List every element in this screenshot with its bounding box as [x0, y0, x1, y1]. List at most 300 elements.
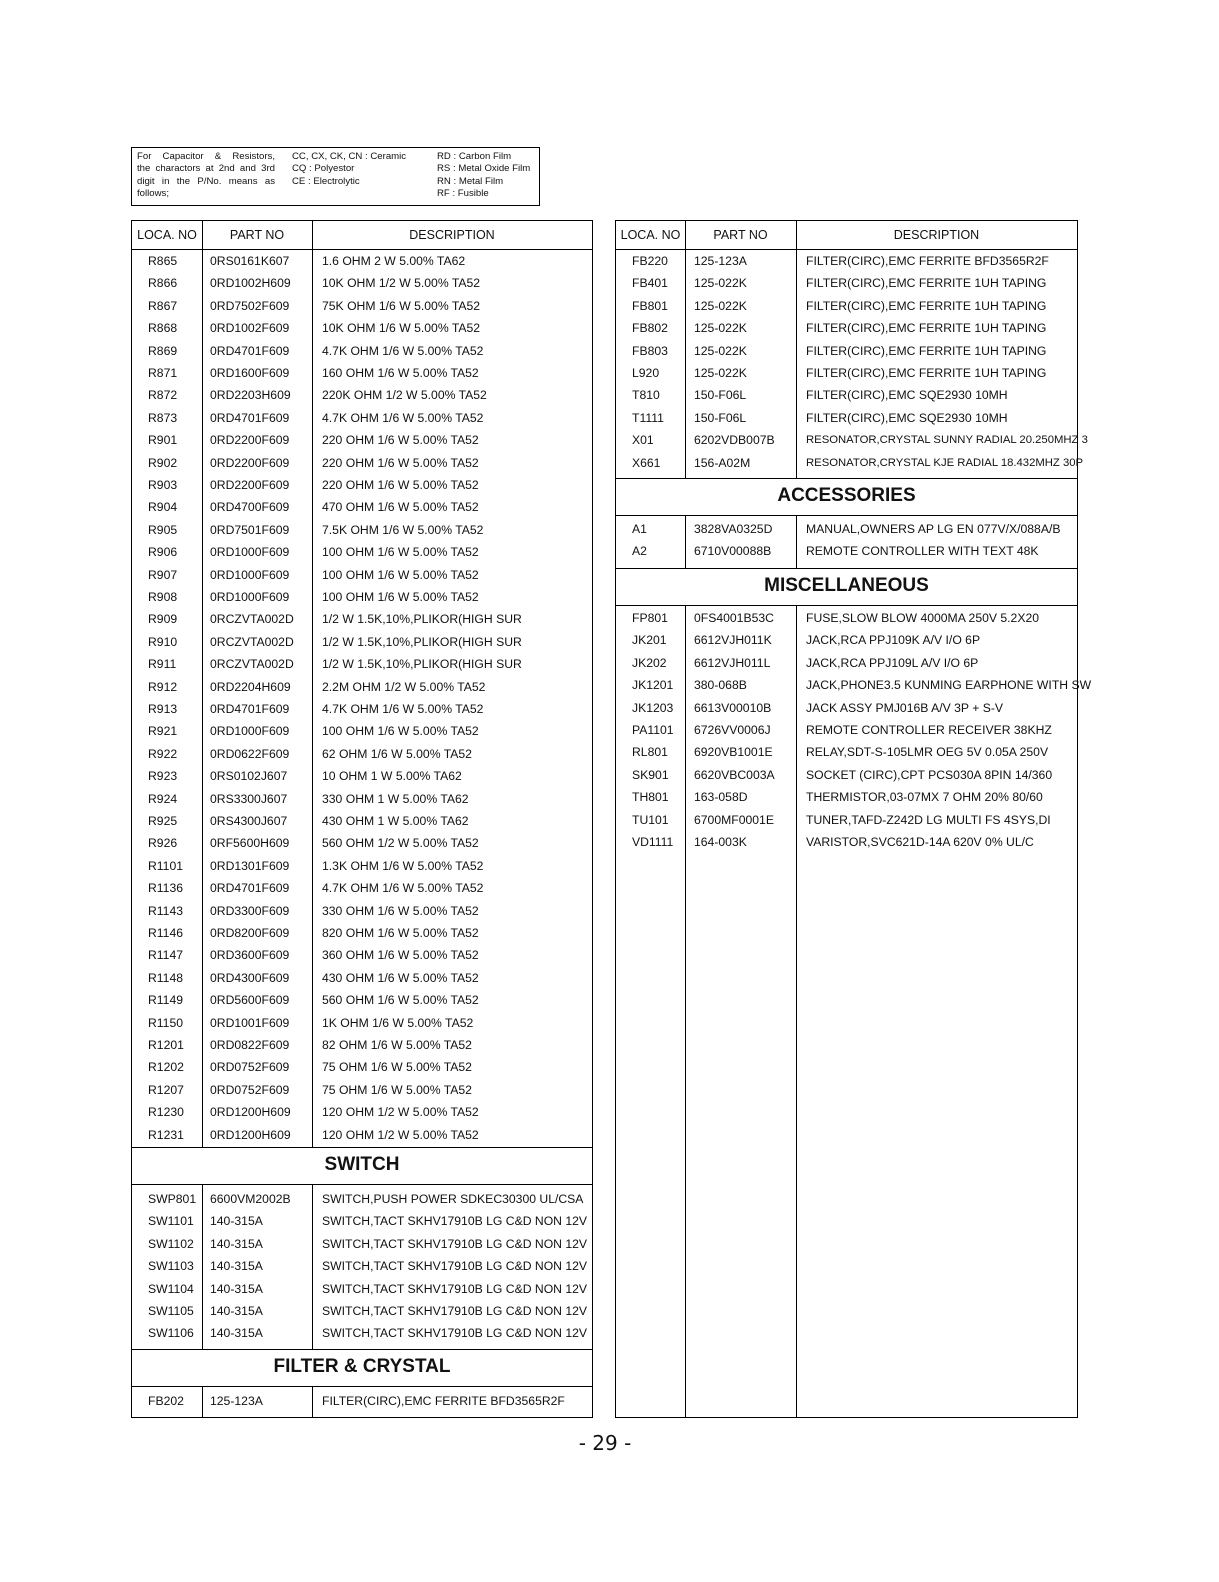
legend-line: CQ : Polyestor [292, 163, 355, 175]
part-no-cell: 150-F06L [694, 388, 747, 403]
header-part-no: PART NO [229, 228, 285, 242]
description-cell: 4.7K OHM 1/6 W 5.00% TA52 [322, 343, 484, 358]
table-row [132, 877, 592, 899]
part-no-cell: 0RD5600F609 [210, 993, 290, 1008]
description-cell: RELAY,SDT-S-105LMR OEG 5V 0.05A 250V [806, 745, 1049, 760]
table-row [132, 1210, 592, 1232]
description-cell: REMOTE CONTROLLER RECEIVER 38KHZ [806, 723, 1052, 737]
description-cell: 100 OHM 1/6 W 5.00% TA52 [322, 590, 479, 604]
loca-no-cell: VD1111 [632, 835, 674, 849]
part-no-cell: 6613V00010B [694, 700, 772, 715]
loca-no-cell: R866 [148, 276, 178, 291]
description-cell: 220K OHM 1/2 W 5.00% TA52 [322, 388, 487, 403]
legend-line: follows; [137, 188, 169, 200]
part-no-cell: 140-315A [210, 1326, 263, 1341]
section-switch: SWITCH [132, 1147, 592, 1185]
description-cell: RESONATOR,CRYSTAL KJE RADIAL 18.432MHZ 30P [806, 456, 1084, 469]
part-no-cell: 0RD2200F609 [210, 478, 290, 492]
part-no-cell: 125-022K [694, 366, 747, 380]
description-cell: 560 OHM 1/6 W 5.00% TA52 [322, 993, 479, 1008]
part-no-cell: 0RS0102J607 [210, 769, 288, 784]
loca-no-cell: R1136 [148, 881, 184, 896]
part-no-cell: 0RD3300F609 [210, 903, 290, 918]
description-cell: FILTER(CIRC),EMC FERRITE 1UH TAPING [806, 366, 1047, 380]
loca-no-cell: PA1101 [632, 723, 674, 737]
table-row [132, 452, 592, 474]
table-row [132, 944, 592, 966]
legend-resistor-codes [437, 151, 530, 201]
loca-no-cell: X661 [632, 455, 661, 470]
legend-line: CC, CX, CK, CN : Ceramic [292, 151, 407, 162]
loca-no-cell: A1 [632, 522, 647, 536]
description-cell: SWITCH,PUSH POWER SDKEC30300 UL/CSA [322, 1192, 584, 1206]
part-no-cell: 0RD2200F609 [210, 455, 290, 470]
table-row [132, 788, 592, 810]
part-no-cell: 0RS0161K607 [210, 254, 290, 268]
loca-no-cell: SWP801 [148, 1192, 197, 1206]
page-number: - 29 - [578, 1431, 632, 1455]
part-no-cell: 6620VBC003A [694, 767, 775, 782]
table-row [616, 540, 1077, 562]
part-no-cell: 0RD4701F609 [210, 343, 290, 358]
description-cell: FILTER(CIRC),EMC FERRITE 1UH TAPING [806, 276, 1047, 291]
description-cell: FILTER(CIRC),EMC FERRITE BFD3565R2F [322, 1394, 565, 1408]
legend-capacitor-codes [292, 151, 406, 188]
part-no-cell: 6726VV0006J [694, 723, 771, 737]
loca-no-cell: R923 [148, 769, 178, 784]
table-row [616, 384, 1077, 406]
part-no-cell: 0RD0752F609 [210, 1082, 290, 1097]
table-row [616, 629, 1077, 651]
description-cell: REMOTE CONTROLLER WITH TEXT 48K [806, 544, 1039, 559]
part-no-cell: 0RS4300J607 [210, 814, 288, 828]
description-cell: 430 OHM 1 W 5.00% TA62 [322, 814, 469, 828]
part-no-cell: 6920VB1001E [694, 745, 773, 760]
description-cell: 4.7K OHM 1/6 W 5.00% TA52 [322, 410, 484, 425]
part-no-cell: 164-003K [694, 835, 747, 849]
loca-no-cell: R924 [148, 791, 178, 806]
legend-intro [137, 151, 275, 201]
table-row [132, 720, 592, 742]
header-loca-no: LOCA. NO [137, 228, 197, 242]
parts-table-right [615, 220, 1092, 1418]
table-row [616, 674, 1092, 696]
table-row [616, 764, 1077, 786]
table-row [132, 922, 592, 944]
description-cell: JACK,RCA PPJ109K A/V I/O 6P [806, 633, 981, 648]
table-row [616, 295, 1077, 317]
legend-box [131, 147, 540, 206]
loca-no-cell: JK1201 [632, 678, 674, 693]
description-cell: 10K OHM 1/2 W 5.00% TA52 [322, 276, 481, 291]
table-row [132, 340, 592, 362]
loca-no-cell: R926 [148, 836, 178, 851]
part-no-cell: 0RD1200H609 [210, 1127, 291, 1142]
description-cell: FILTER(CIRC),EMC FERRITE 1UH TAPING [806, 298, 1047, 313]
loca-no-cell: JK201 [632, 633, 667, 648]
table-row [132, 272, 592, 294]
loca-no-cell: R869 [148, 343, 178, 358]
loca-no-cell: X01 [632, 433, 654, 448]
loca-no-cell: JK1203 [632, 700, 674, 715]
description-cell: 360 OHM 1/6 W 5.00% TA52 [322, 948, 479, 963]
loca-no-cell: FB401 [632, 276, 668, 291]
description-cell: SWITCH,TACT SKHV17910B LG C&D NON 12V [322, 1236, 588, 1251]
part-no-cell: 150-F06L [694, 410, 747, 425]
part-no-cell: 156-A02M [694, 455, 751, 470]
description-cell: 75K OHM 1/6 W 5.00% TA52 [322, 298, 481, 313]
part-no-cell: 0RD1301F609 [210, 858, 290, 873]
table-row [132, 1188, 592, 1210]
loca-no-cell: TH801 [632, 790, 669, 805]
header-loca-no: LOCA. NO [620, 228, 681, 242]
loca-no-cell: R910 [148, 634, 178, 649]
table-header [132, 221, 592, 250]
part-no-cell: 125-022K [694, 343, 747, 358]
part-no-cell: 0RCZVTA002D [210, 634, 294, 649]
table-row [616, 831, 1077, 853]
part-no-cell: 0RD4701F609 [210, 702, 290, 716]
loca-no-cell: FB202 [148, 1394, 184, 1408]
table-row [132, 743, 592, 765]
loca-no-cell: R908 [148, 590, 178, 604]
table-row [132, 608, 592, 630]
part-no-cell: 125-123A [694, 254, 747, 268]
table-row [132, 541, 592, 563]
loca-no-cell: R909 [148, 612, 178, 627]
description-cell: SWITCH,TACT SKHV17910B LG C&D NON 12V [322, 1214, 588, 1229]
description-cell: FILTER(CIRC),EMC FERRITE 1UH TAPING [806, 343, 1047, 358]
loca-no-cell: R1143 [148, 903, 184, 918]
description-cell: 62 OHM 1/6 W 5.00% TA52 [322, 746, 472, 761]
part-no-cell: 0RD8200F609 [210, 926, 290, 940]
loca-no-cell: FB220 [632, 254, 668, 268]
table-row [132, 698, 592, 720]
part-no-cell: 0RD1002F609 [210, 321, 290, 336]
description-cell: 220 OHM 1/6 W 5.00% TA52 [322, 455, 479, 470]
description-cell: 470 OHM 1/6 W 5.00% TA52 [322, 500, 479, 515]
description-cell: 1/2 W 1.5K,10%,PLIKOR(HIGH SUR [322, 634, 522, 649]
part-no-cell: 0RD1600F609 [210, 366, 290, 380]
loca-no-cell: R901 [148, 433, 178, 448]
loca-no-cell: R903 [148, 478, 178, 492]
description-cell: 330 OHM 1/6 W 5.00% TA52 [322, 903, 479, 918]
loca-no-cell: TU101 [632, 812, 669, 827]
description-cell: VARISTOR,SVC621D-14A 620V 0% UL/C [806, 835, 1034, 849]
description-cell: SOCKET (CIRC),CPT PCS030A 8PIN 14/360 [806, 767, 1053, 782]
loca-no-cell: L920 [632, 366, 660, 380]
table-row [616, 407, 1077, 429]
loca-no-cell: R1147 [148, 948, 184, 963]
description-cell: 120 OHM 1/2 W 5.00% TA52 [322, 1105, 479, 1120]
loca-no-cell: T1111 [632, 410, 664, 425]
description-cell: 7.5K OHM 1/6 W 5.00% TA52 [322, 522, 484, 537]
part-no-cell: 6700MF0001E [694, 812, 774, 827]
part-no-cell: 6202VDB007B [694, 433, 775, 448]
part-no-cell: 6710V00088B [694, 544, 772, 559]
loca-no-cell: SW1102 [148, 1236, 194, 1251]
legend-line: digit in the P/No. means as [137, 175, 275, 187]
table-row [132, 967, 592, 989]
description-cell: SWITCH,TACT SKHV17910B LG C&D NON 12V [322, 1304, 588, 1318]
table-row [132, 1255, 592, 1277]
table-row [132, 407, 592, 429]
description-cell: 100 OHM 1/6 W 5.00% TA52 [322, 567, 479, 582]
loca-no-cell: R925 [148, 814, 178, 828]
part-no-cell: 140-315A [210, 1304, 263, 1318]
loca-no-cell: A2 [632, 544, 647, 559]
description-cell: 4.7K OHM 1/6 W 5.00% TA52 [322, 881, 484, 896]
loca-no-cell: SW1106 [148, 1326, 194, 1341]
part-no-cell: 0RD2204H609 [210, 679, 291, 694]
table-header [616, 221, 1077, 250]
description-cell: 100 OHM 1/6 W 5.00% TA52 [322, 545, 479, 560]
table-row [132, 474, 592, 496]
loca-no-cell: R1150 [148, 1015, 184, 1030]
parts-table-left [131, 220, 593, 1418]
description-cell: MANUAL,OWNERS AP LG EN 077V/X/088A/B [806, 522, 1061, 536]
loca-no-cell: R906 [148, 545, 178, 560]
table-row [132, 1300, 592, 1322]
description-cell: FUSE,SLOW BLOW 4000MA 250V 5.2X20 [806, 611, 1040, 625]
loca-no-cell: FP801 [632, 611, 668, 625]
table-row [132, 900, 592, 922]
legend-line: RS : Metal Oxide Film [437, 163, 531, 175]
description-cell: SWITCH,TACT SKHV17910B LG C&D NON 12V [322, 1281, 588, 1296]
loca-no-cell: R873 [148, 410, 178, 425]
part-no-cell: 0RF5600H609 [210, 836, 290, 851]
part-no-cell: 380-068B [694, 678, 747, 693]
description-cell: SWITCH,TACT SKHV17910B LG C&D NON 12V [322, 1326, 588, 1341]
description-cell: 100 OHM 1/6 W 5.00% TA52 [322, 724, 479, 739]
table-row [616, 719, 1077, 741]
table-row [132, 429, 592, 451]
table-row [616, 452, 1084, 474]
table-row [132, 765, 592, 787]
part-no-cell: 0RD1000F609 [210, 545, 290, 560]
part-no-cell: 0RD1001F609 [210, 1015, 290, 1030]
description-cell: 82 OHM 1/6 W 5.00% TA52 [322, 1038, 472, 1052]
description-cell: 1/2 W 1.5K,10%,PLIKOR(HIGH SUR [322, 612, 522, 627]
part-no-cell: 0RCZVTA002D [210, 612, 294, 627]
description-cell: JACK,PHONE3.5 KUNMING EARPHONE WITH SW [806, 678, 1092, 693]
loca-no-cell: RL801 [632, 745, 668, 760]
description-cell: FILTER(CIRC),EMC FERRITE 1UH TAPING [806, 321, 1047, 336]
table-row [132, 989, 592, 1011]
part-no-cell: 0RD0752F609 [210, 1060, 290, 1075]
loca-no-cell: R911 [148, 657, 177, 672]
table-row [132, 1322, 592, 1344]
description-cell: 10 OHM 1 W 5.00% TA62 [322, 769, 462, 784]
loca-no-cell: FB802 [632, 321, 668, 336]
loca-no-cell: R1231 [148, 1127, 184, 1142]
loca-no-cell: R872 [148, 388, 178, 403]
part-no-cell: 0RD0822F609 [210, 1038, 290, 1052]
loca-no-cell: SW1105 [148, 1304, 194, 1318]
description-cell: FILTER(CIRC),EMC SQE2930 10MH [806, 388, 1008, 403]
part-no-cell: 0RD0622F609 [210, 746, 290, 761]
loca-no-cell: R907 [148, 567, 178, 582]
table-row [132, 586, 592, 608]
table-row [132, 1012, 592, 1034]
table-row [132, 1124, 592, 1146]
legend-line: For Capacitor & Resistors, [137, 151, 275, 162]
description-cell: 560 OHM 1/2 W 5.00% TA52 [322, 836, 479, 851]
description-cell: 10K OHM 1/6 W 5.00% TA52 [322, 321, 481, 336]
table-row [616, 518, 1077, 540]
part-no-cell: 125-022K [694, 276, 747, 291]
table-row [616, 652, 1077, 674]
part-no-cell: 0RD4701F609 [210, 410, 290, 425]
loca-no-cell: R912 [148, 679, 178, 694]
table-row [132, 631, 592, 653]
table-row [132, 1390, 592, 1412]
table-row [132, 519, 592, 541]
table-row [132, 1101, 592, 1123]
part-no-cell: 0RD1000F609 [210, 567, 290, 582]
part-no-cell: 0RD2200F609 [210, 433, 290, 448]
loca-no-cell: R921 [148, 724, 178, 739]
description-cell: 1K OHM 1/6 W 5.00% TA52 [322, 1015, 474, 1030]
table-row [616, 362, 1077, 384]
table-row [132, 250, 592, 272]
loca-no-cell: SW1101 [148, 1214, 194, 1229]
part-no-cell: 140-315A [210, 1236, 263, 1251]
description-cell: 820 OHM 1/6 W 5.00% TA52 [322, 926, 479, 940]
loca-no-cell: R1101 [148, 858, 184, 873]
description-cell: 220 OHM 1/6 W 5.00% TA52 [322, 478, 479, 492]
description-cell: 1/2 W 1.5K,10%,PLIKOR(HIGH SUR [322, 657, 522, 672]
loca-no-cell: R922 [148, 746, 178, 761]
part-no-cell: 140-315A [210, 1214, 263, 1229]
table-row [132, 496, 592, 518]
table-row [132, 564, 592, 586]
description-cell: 1.3K OHM 1/6 W 5.00% TA52 [322, 858, 484, 873]
table-row [132, 1079, 592, 1101]
part-no-cell: 125-022K [694, 298, 747, 313]
table-row [616, 786, 1077, 808]
part-no-cell: 0RD2203H609 [210, 388, 291, 403]
part-no-cell: 0RCZVTA002D [210, 657, 294, 672]
table-row [616, 607, 1077, 629]
description-cell: TUNER,TAFD-Z242D LG MULTI FS 4SYS,DI [806, 812, 1051, 827]
description-cell: 330 OHM 1 W 5.00% TA62 [322, 791, 469, 806]
part-no-cell: 0RD4701F609 [210, 881, 290, 896]
part-no-cell: 0RD1000F609 [210, 590, 290, 604]
header-description: DESCRIPTION [409, 228, 495, 242]
loca-no-cell: SW1103 [148, 1259, 194, 1274]
loca-no-cell: R1230 [148, 1105, 184, 1120]
description-cell: 75 OHM 1/6 W 5.00% TA52 [322, 1060, 472, 1075]
loca-no-cell: JK202 [632, 655, 667, 670]
description-cell: 2.2M OHM 1/2 W 5.00% TA52 [322, 679, 486, 694]
table-row [616, 741, 1077, 763]
part-no-cell: 0RD4300F609 [210, 970, 290, 985]
section-filter-crystal: FILTER & CRYSTAL [132, 1349, 592, 1387]
part-no-cell: 0RD7502F609 [210, 298, 290, 313]
loca-no-cell: R1148 [148, 970, 184, 985]
table-row [132, 1034, 592, 1056]
description-cell: 220 OHM 1/6 W 5.00% TA52 [322, 433, 479, 448]
part-no-cell: 0RD3600F609 [210, 948, 290, 963]
table-row [132, 832, 592, 854]
table-row [132, 1233, 592, 1255]
part-no-cell: 0FS4001B53C [694, 611, 774, 625]
loca-no-cell: R904 [148, 500, 178, 515]
part-no-cell: 163-058D [694, 790, 748, 805]
part-no-cell: 0RD1000F609 [210, 724, 290, 739]
loca-no-cell: SW1104 [148, 1281, 194, 1296]
legend-line: RN : Metal Film [437, 175, 504, 187]
table-row [132, 384, 592, 406]
part-no-cell: 0RD1002H609 [210, 276, 291, 291]
table-row [132, 810, 592, 832]
description-cell: JACK ASSY PMJ016B A/V 3P + S-V [806, 700, 1004, 715]
part-no-cell: 0RD7501F609 [210, 522, 290, 537]
table-row [132, 676, 592, 698]
legend-line: RD : Carbon Film [437, 151, 512, 162]
loca-no-cell: R1202 [148, 1060, 184, 1075]
header-description: DESCRIPTION [893, 228, 980, 242]
loca-no-cell: FB803 [632, 343, 668, 358]
loca-no-cell: R867 [148, 298, 178, 313]
part-no-cell: 140-315A [210, 1259, 263, 1274]
legend-line: RF : Fusible [437, 188, 489, 200]
header-part-no: PART NO [713, 228, 768, 242]
description-cell: THERMISTOR,03-07MX 7 OHM 20% 80/60 [806, 790, 1043, 805]
loca-no-cell: R913 [148, 702, 178, 716]
section-miscellaneous: MISCELLANEOUS [616, 568, 1077, 606]
loca-no-cell: R871 [148, 366, 178, 380]
loca-no-cell: SK901 [632, 767, 669, 782]
part-no-cell: 140-315A [210, 1281, 263, 1296]
part-no-cell: 125-022K [694, 321, 747, 336]
legend-line: the charactors at 2nd and 3rd [137, 163, 275, 175]
description-cell: FILTER(CIRC),EMC FERRITE BFD3565R2F [806, 254, 1049, 268]
part-no-cell: 6612VJH011L [694, 655, 771, 670]
table-row [132, 317, 592, 339]
table-row [616, 697, 1077, 719]
table-row [132, 653, 592, 675]
loca-no-cell: R902 [148, 455, 178, 470]
table-row [132, 362, 592, 384]
loca-no-cell: R1146 [148, 926, 184, 940]
table-row [132, 855, 592, 877]
description-cell: 75 OHM 1/6 W 5.00% TA52 [322, 1082, 472, 1097]
part-no-cell: 0RD1200H609 [210, 1105, 291, 1120]
table-row [616, 250, 1077, 272]
loca-no-cell: T810 [632, 388, 660, 403]
table-row [616, 317, 1077, 339]
loca-no-cell: R1207 [148, 1082, 184, 1097]
table-row [616, 429, 1088, 451]
legend-line: CE : Electrolytic [292, 175, 360, 187]
description-cell: SWITCH,TACT SKHV17910B LG C&D NON 12V [322, 1259, 588, 1274]
part-no-cell: 6612VJH011K [694, 633, 772, 648]
description-cell: 120 OHM 1/2 W 5.00% TA52 [322, 1127, 479, 1142]
part-no-cell: 0RS3300J607 [210, 791, 288, 806]
loca-no-cell: FB801 [632, 298, 668, 313]
section-accessories: ACCESSORIES [616, 478, 1077, 516]
loca-no-cell: R905 [148, 522, 178, 537]
description-cell: FILTER(CIRC),EMC SQE2930 10MH [806, 410, 1008, 425]
loca-no-cell: R868 [148, 321, 178, 336]
loca-no-cell: R1149 [148, 993, 184, 1008]
table-row [616, 809, 1077, 831]
table-row [132, 1278, 592, 1300]
description-cell: 1.6 OHM 2 W 5.00% TA62 [322, 254, 466, 268]
table-row [132, 295, 592, 317]
